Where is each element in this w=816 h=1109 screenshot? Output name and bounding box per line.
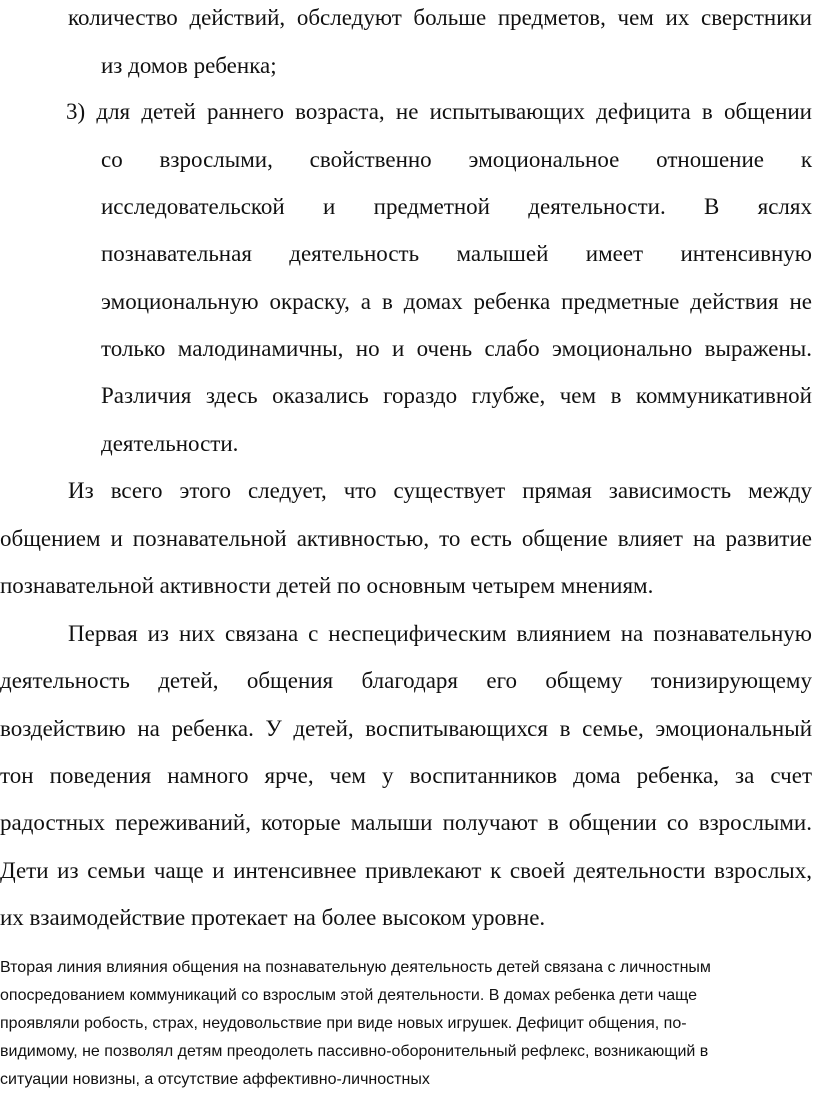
text-line: общением и познавательной активностью, то есть общение влияет на развитие xyxy=(0,526,812,551)
text-line: 3) для детей раннего возраста, не испытывающих дефицита в общении xyxy=(66,99,812,124)
text-line: воздействию на ребенка. У детей, воспитывающихся в семье, эмоциональный xyxy=(0,716,812,741)
text-line: их взаимодействие протекает на более высоком уровне. xyxy=(0,905,546,930)
text-line: Из всего этого следует, что существует прямая зависимость между xyxy=(68,478,812,503)
text-line: количество действий, обследуют больше предметов, чем их сверстники xyxy=(68,5,812,30)
text-line: Дети из семьи чаще и интенсивнее привлекают к своей деятельности взрослых, xyxy=(0,858,812,883)
text-line: проявляли робость, страх, неудовольствие при виде новых игрушек. Дефицит общения, по- xyxy=(0,1015,687,1032)
text-line: радостных переживаний, которые малыши получают в общении со взрослыми. xyxy=(0,810,812,835)
text-line: видимому, не позволял детям преодолеть пассивно-оборонительный рефлекс, возникающий в xyxy=(0,1043,709,1060)
text-line: тон поведения намного ярче, чем у воспитанников дома ребенка, за счет xyxy=(0,763,812,788)
text-line: познавательной активности детей по основным четырем мнениям. xyxy=(0,573,654,598)
text-line: со взрослыми, свойственно эмоциональное отношение к xyxy=(101,147,812,172)
text-line: из домов ребенка; xyxy=(101,53,277,78)
text-line: Вторая линия влияния общения на познавательную деятельность детей связана с личностным xyxy=(0,959,711,976)
text-line: Различия здесь оказались гораздо глубже, чем в коммуникативной xyxy=(101,383,812,408)
text-line: эмоциональную окраску, а в домах ребенка предметные действия не xyxy=(101,289,812,314)
text-line: Первая из них связана с неспецифическим влиянием на познавательную xyxy=(68,621,812,646)
text-line: опосредованием коммуникаций со взрослым этой деятельности. В домах ребенка дети чаще xyxy=(0,987,697,1004)
text-line: деятельность детей, общения благодаря его общему тонизирующему xyxy=(0,668,812,693)
text-line: исследовательской и предметной деятельности. В яслях xyxy=(101,194,812,219)
text-line: познавательная деятельность малышей имеет интенсивную xyxy=(101,241,812,266)
text-line: ситуации новизны, а отсутствие аффективно-личностных xyxy=(0,1071,430,1088)
text-line: деятельности. xyxy=(101,431,239,456)
text-line: только малодинамичны, но и очень слабо эмоционально выражены. xyxy=(101,336,812,361)
